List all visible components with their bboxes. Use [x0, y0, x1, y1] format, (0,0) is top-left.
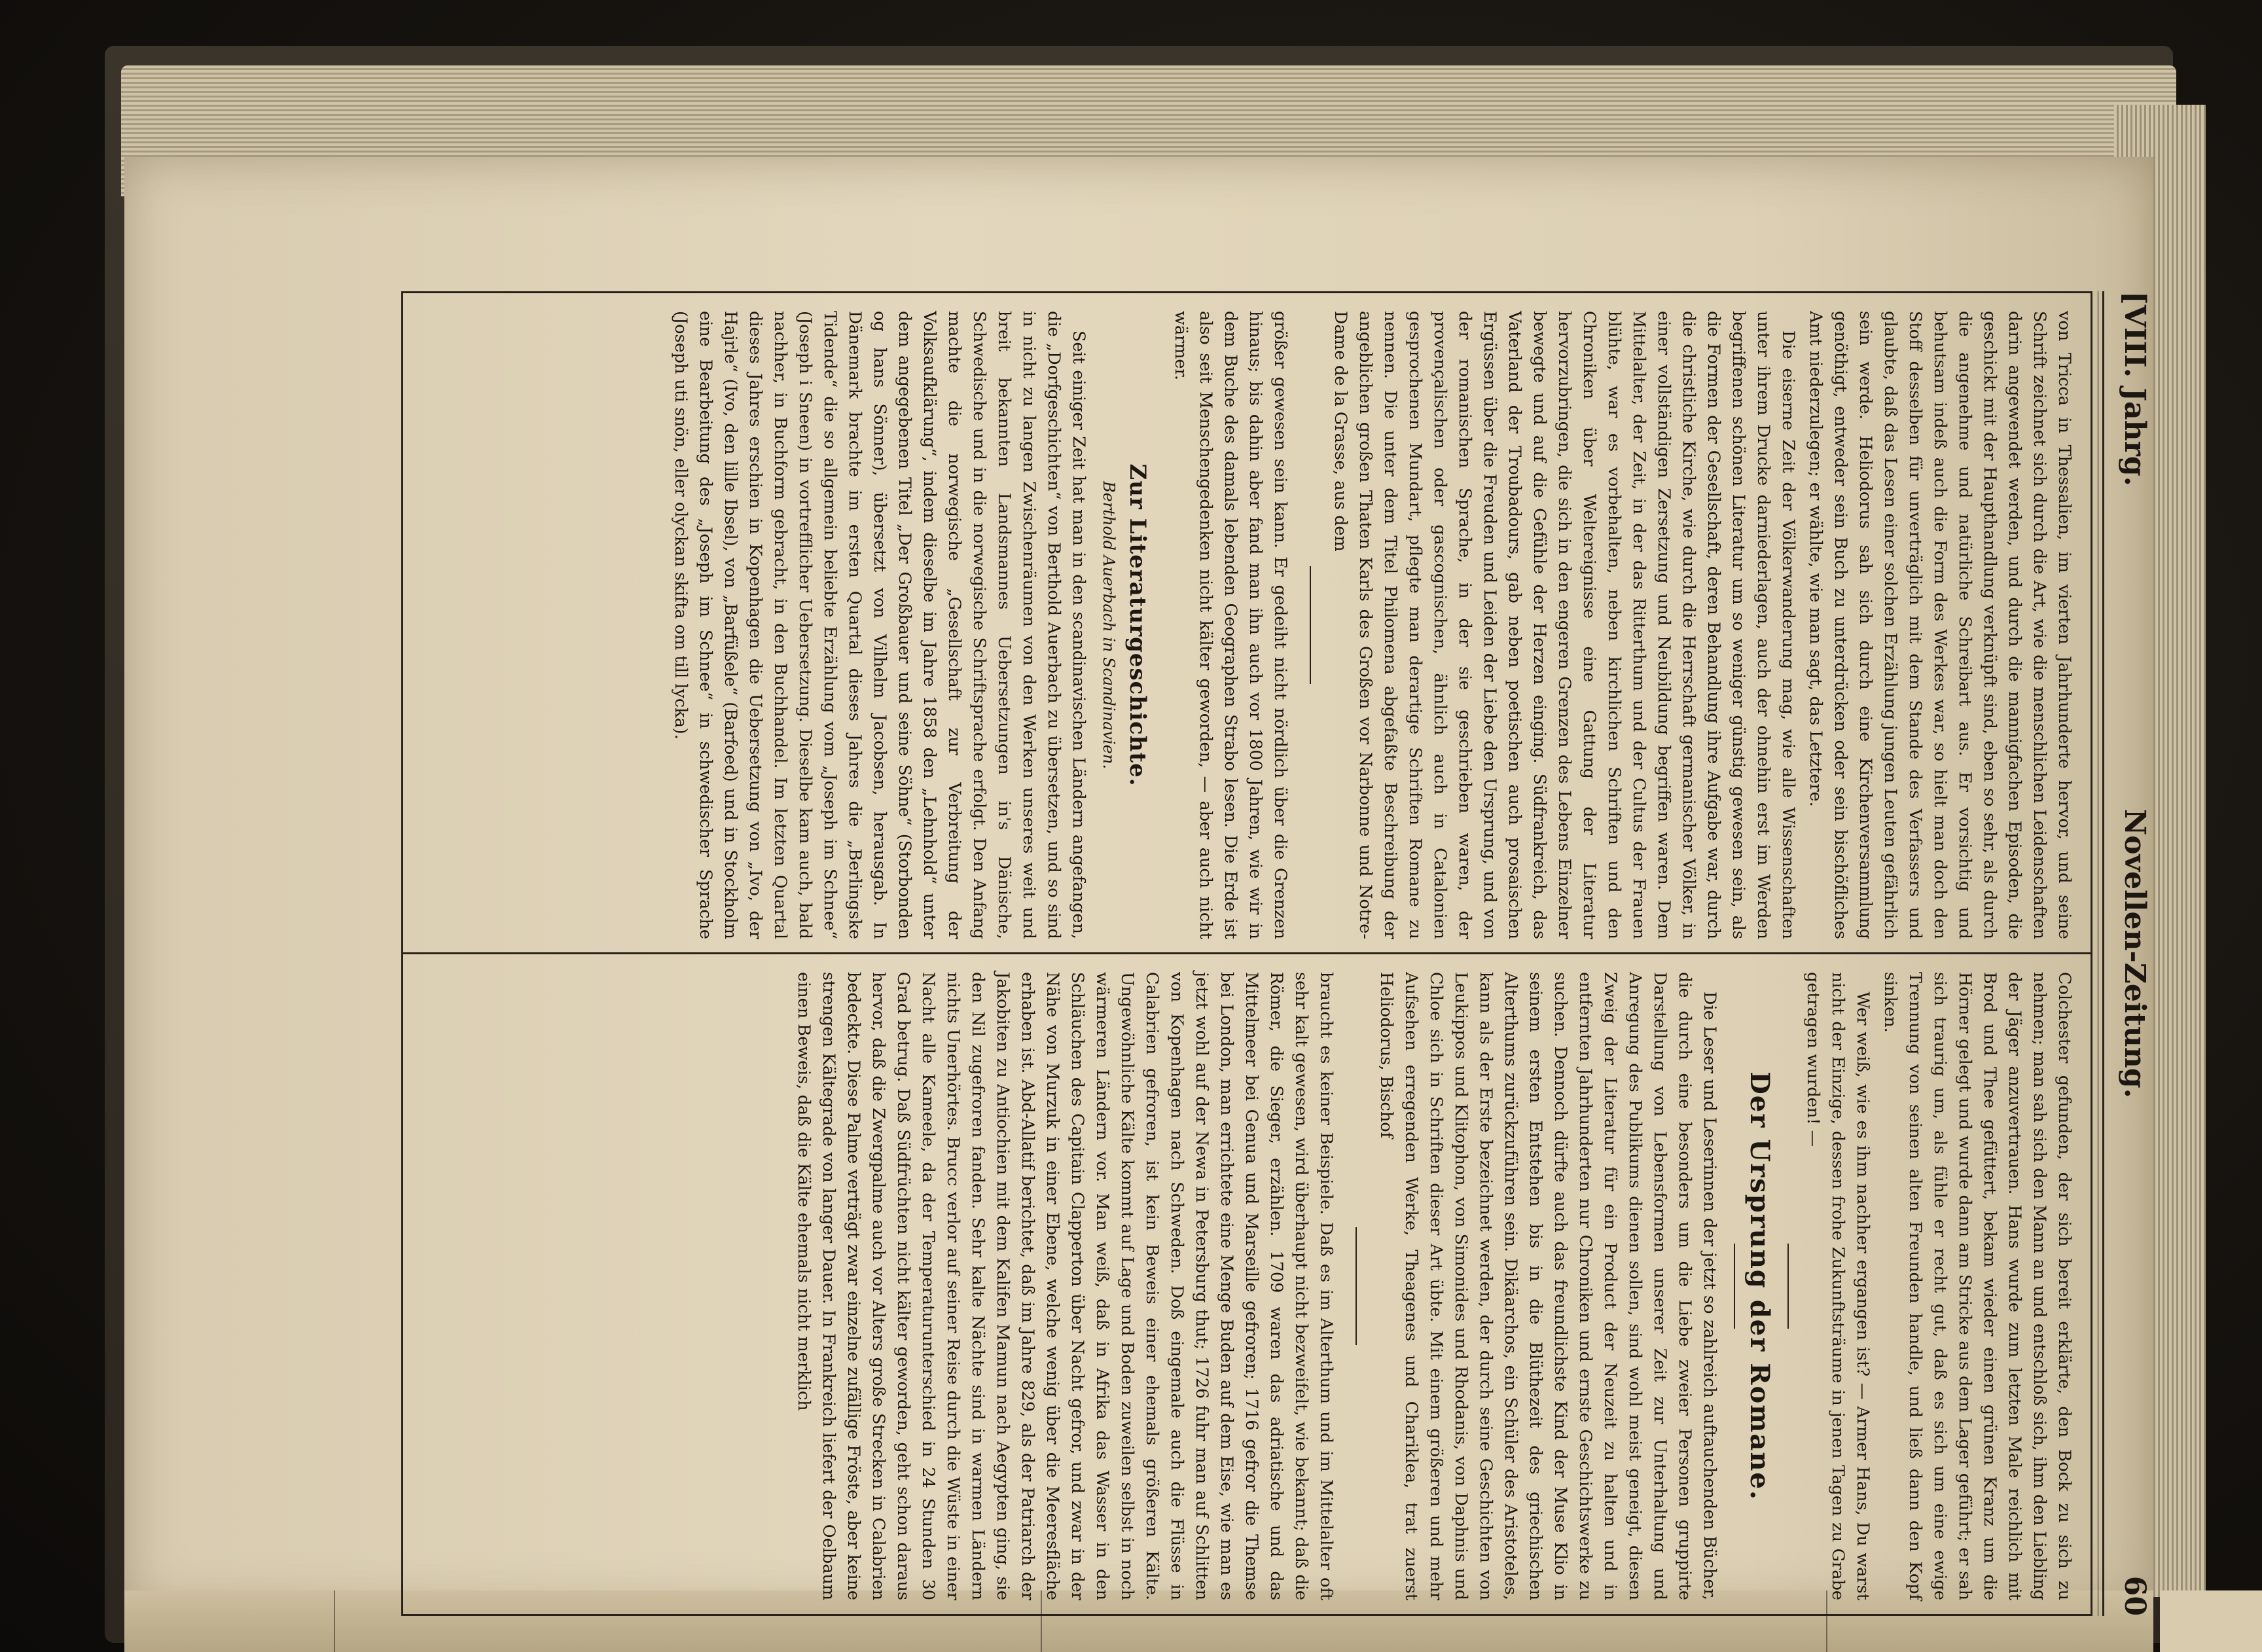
section-separator: [1310, 566, 1311, 684]
section-separator: [1355, 1227, 1357, 1345]
volume-year: [VIII. Jahrg.: [2118, 291, 2151, 486]
story-closing-paragraph: Wer weiß, wie es ihm nachher ergangen ist? — Armer Hans, Du warst nicht der Einzige, dessen frohe Zukunftsträume in jenen Tagen zu Grabe getragen wurden! —: [1803, 972, 1873, 1600]
section-title: Zur Literaturgeschichte.: [1124, 463, 1151, 787]
article-title: Der Ursprung der Romane.: [1744, 1071, 1775, 1501]
right-lower-paragraph-1: braucht es keiner Beispiele. Daß es im Alterthum und im Mittelalter oft sehr kalt gewesen, wird überhaupt nicht bezweifelt, wie bekannt; daß die Römer, die Sieger, erzählen. 1709 waren das adriatische und das Mittelmeer bei Genua und Marseille gefroren; 1716 gefror die Themse bei London, man errichtete eine Menge Buden auf dem Eise, wie man es jetzt wohl auf der Newa in Petersburg thut; 1726 fuhr man auf Schlitten von Kopenhagen nach Schweden. Doß eingemale auch die Flüsse in Calabrien gefroren, ist kein Beweis einer ehemals größeren Kälte. Ungewöhnliche Kälte kommt auf Lage und Boden zuweilen selbst in noch wärmeren Ländern vor. Man weiß, daß in Afrika das Wasser in den Schläuchen des Capitain Clapperton über Nacht gefror, und zwar in der Nähe von Murzuk in einer Ebene, welche wenig über die Meeresfläche erhaben ist. Abd-Allatif berichtet, daß im Jahre 829, als der Patriarch der Jakobiten zu Antiochien mit dem Kalifen Mamun nach Aegypten ging, sie den Nil zugefroren fanden. Sehr kalte Nächte sind in warmen Ländern nichts Unerhörtes. Brucc verlor auf seiner Reise durch die Wüste in einer Nacht alle Kameele, da der Temperaturunterschied in 24 Stunden 30 Grad betrug. Daß Südfrüchten nicht kälter geworden, geht schon daraus hervor, daß die Zwergpalme auch vor Alters große Strecken in Calabrien bedeckte. Diese Palme verträgt zwar einzelne zufällige Fröste, aber keine strengen Kältegrade von langer Dauer. In Frankreich liefert der Oelbaum einen Beweis, daß die Kälte ehemals nicht merklich: [794, 972, 1336, 1600]
left-paragraph-2: Die eiserne Zeit der Völkerwanderung mag, wie alle Wissenschaften unter ihrem Drucke darniederlagen, auch der ohnehin erst im Werden begriffenen schönen Literatur um so weniger günstig gewesen sein, als die Formen der Gesellschaft, deren Behandlung ihre Aufgabe war, durch die christliche Kirche, wie durch die Herrschaft germanischer Völker, in einer vollständigen Zersetzung und Neubildung begriffen waren. Dem Mittelalter, der Zeit, in der das Ritterthum und der Cultus der Frauen blühte, war es vorbehalten, neben kirchlichen Schriften und den Chroniken über Weltereignisse eine Gattung der Literatur hervorzubringen, die sich in den engeren Grenzen des Lebens Einzelner bewegte und auf die Gefühle der Herzen einging. Südfrankreich, das Vaterland der Troubadours, gab neben poetischen auch prosaischen Ergüssen über die Freuden und Leiden der Liebe den Ursprung, und von der romanischen Sprache, in der sie geschrieben waren, der provençalischen oder gascognischen, ähnlich auch in Catalonien gesprochenen Mundart, pflegte man derartige Schriften Romane zu nennen. Die unter dem Titel Philomena abgefaßte Beschreibung der angeblichen großen Thaten Karls des Großen vor Narbonne und Notre-Dame de la Grasse, aus dem: [1331, 311, 1798, 939]
story-separator: [1787, 1244, 1789, 1329]
left-column: [414, 311, 2077, 939]
column-divider: [401, 952, 2092, 954]
facing-page-strip: [2160, 1590, 2262, 1652]
left-lower-paragraph-1: größer gewesen sein kann. Er gedeiht nicht nördlich über die Grenzen hinaus; bis dahin aber fand man ihn auch vor 1800 Jahren, wie wir in dem Buche des damals lebenden Geographen Strabo lesen. Die Erde ist also seit Menschengedenken nicht kälter geworden, — aber auch nicht wärmer.: [1171, 311, 1290, 939]
journal-title: Novellen-Zeitung.: [2118, 808, 2151, 1099]
header-rule: [2098, 291, 2104, 1616]
right-column: [414, 972, 2077, 1600]
section-paragraph-1: Seit einiger Zeit hat man in den scandinavischen Ländern angefangen, die „Dorfgeschichten“ von Berthold Auerbach zu übersetzen, und so sind in nicht zu langen Zwischenräumen von den Werken unseres weit und breit bekannten Landsmannes Uebersetzungen in's Dänische, Schwedische und in die norwegische Schriftsprache erfolgt. Den Anfang machte die norwegische „Gesellschaft zur Verbreitung der Volksaufklärung“, indem dieselbe im Jahre 1858 den „Lehnhold“ unter dem angegebenen Titel „Der Großbauer und seine Söhne“ (Storbonden og hans Sönner), übersetzt von Vilhelm Jacobsen, herausgab. In Dänemark brachte im ersten Quartal dieses Jahres die „Berlingske Tidende“ die so allgemein beliebte Erzählung vom „Joseph im Schnee“ (Joseph i Sneen) in vortrefflicher Uebersetzung. Dieselbe kam auch, bald nachher, in Buchform gebracht, in den Buchhandel. Im letzten Quartal dieses Jahres erschien in Kopenhagen die Uebersetzung von „Ivo, der Hajrle“ (Ivo, den lille Ibsel), von „Barfüßele“ (Barfoed) und in Stockholm eine Bearbeitung des „Joseph im Schnee“ in schwedischer Sprache (Joseph uti snön, eller olyckan skifta om till lycka).: [671, 311, 1088, 939]
title-separator: [1734, 1244, 1735, 1329]
left-paragraph-1: von Tricca in Thessalien, im vierten Jahrhunderte hervor, und seine Schrift zeichnet sich durch die Art, wie die menschlichen Leidenschaften darin angewendet werden, und durch die mannigfachen Episoden, die geschickt mit der Haupthandlung verknüpft sind, eben so sehr, als durch die angenehme und natürliche Schreibart aus. Er vorsichtig und behutsam indeß auch die Form des Werkes war, so hielt man doch den Stoff desselben für unverträglich mit dem Stande des Verfassers und glaubte, daß das Lesen einer solchen Erzählung jungen Leuten gefährlich sein werde. Heliodorus sah sich durch eine Kirchenversammlung genöthigt, entweder sein Buch zu unterdrücken oder sein bischöfliches Amt niederzulegen; er wählte, wie man sagt, das Letztere.: [1806, 311, 2074, 939]
section-subtitle: Berthold Auerbach in Scandinavien.: [1100, 481, 1118, 769]
page-number: 60: [2118, 1575, 2151, 1616]
story-ending-paragraph: Colchester gefunden, der sich bereit erklärte, den Bock zu sich zu nehmen; man sah sich den Mann an und entschloß sich, ihm den Liebling der Jäger anzuvertrauen. Hans wurde zum letzten Male reichlich mit Brod und Thee gefüttert, bekam wieder einen grünen Kranz um die Hörner gelegt und wurde dann am Stricke aus dem Lager geführt; er sah sich traurig um, als fühle er recht gut, daß es sich um eine ewige Trennung von seinen alten Freunden handle, und ließ dann den Kopf sinken.: [1880, 972, 2074, 1600]
article-paragraph-1: Die Leser und Leserinnen der jetzt so zahlreich auftauchenden Bücher, die durch eine besonders um die Liebe zweier Personen gruppirte Darstellung von Lebensformen unserer Zeit zur Unterhaltung und Anregung des Publikums dienen sollen, sind wohl meist geneigt, diesen Zweig der Literatur für ein Product der Neuzeit zu halten und in entfernten Jahrhunderten nur Chroniken und ernste Geschichtswerke zu suchen. Dennoch dürfte auch das freundlichste Kind der Muse Klio in seinem ersten Entstehen bis in die Blüthezeit des griechischen Alterthums zurückzuführen sein. Dikäarchos, ein Schüler des Aristoteles, kann als der Erste bezeichnet werden, der durch seine Geschichten von Leukippos und Klitophon, von Simonides und Rhodanis, von Daphnis und Chloe sich in Schriften dieser Art übte. Mit einem größeren und mehr Aufsehen erregenden Werke, Theagenes und Chariklea, trat zuerst Heliodorus, Bischof: [1376, 972, 1719, 1600]
printed-page-content: [401, 291, 2155, 1616]
running-head: [2109, 291, 2155, 1616]
column-rule: [334, 1590, 335, 1652]
